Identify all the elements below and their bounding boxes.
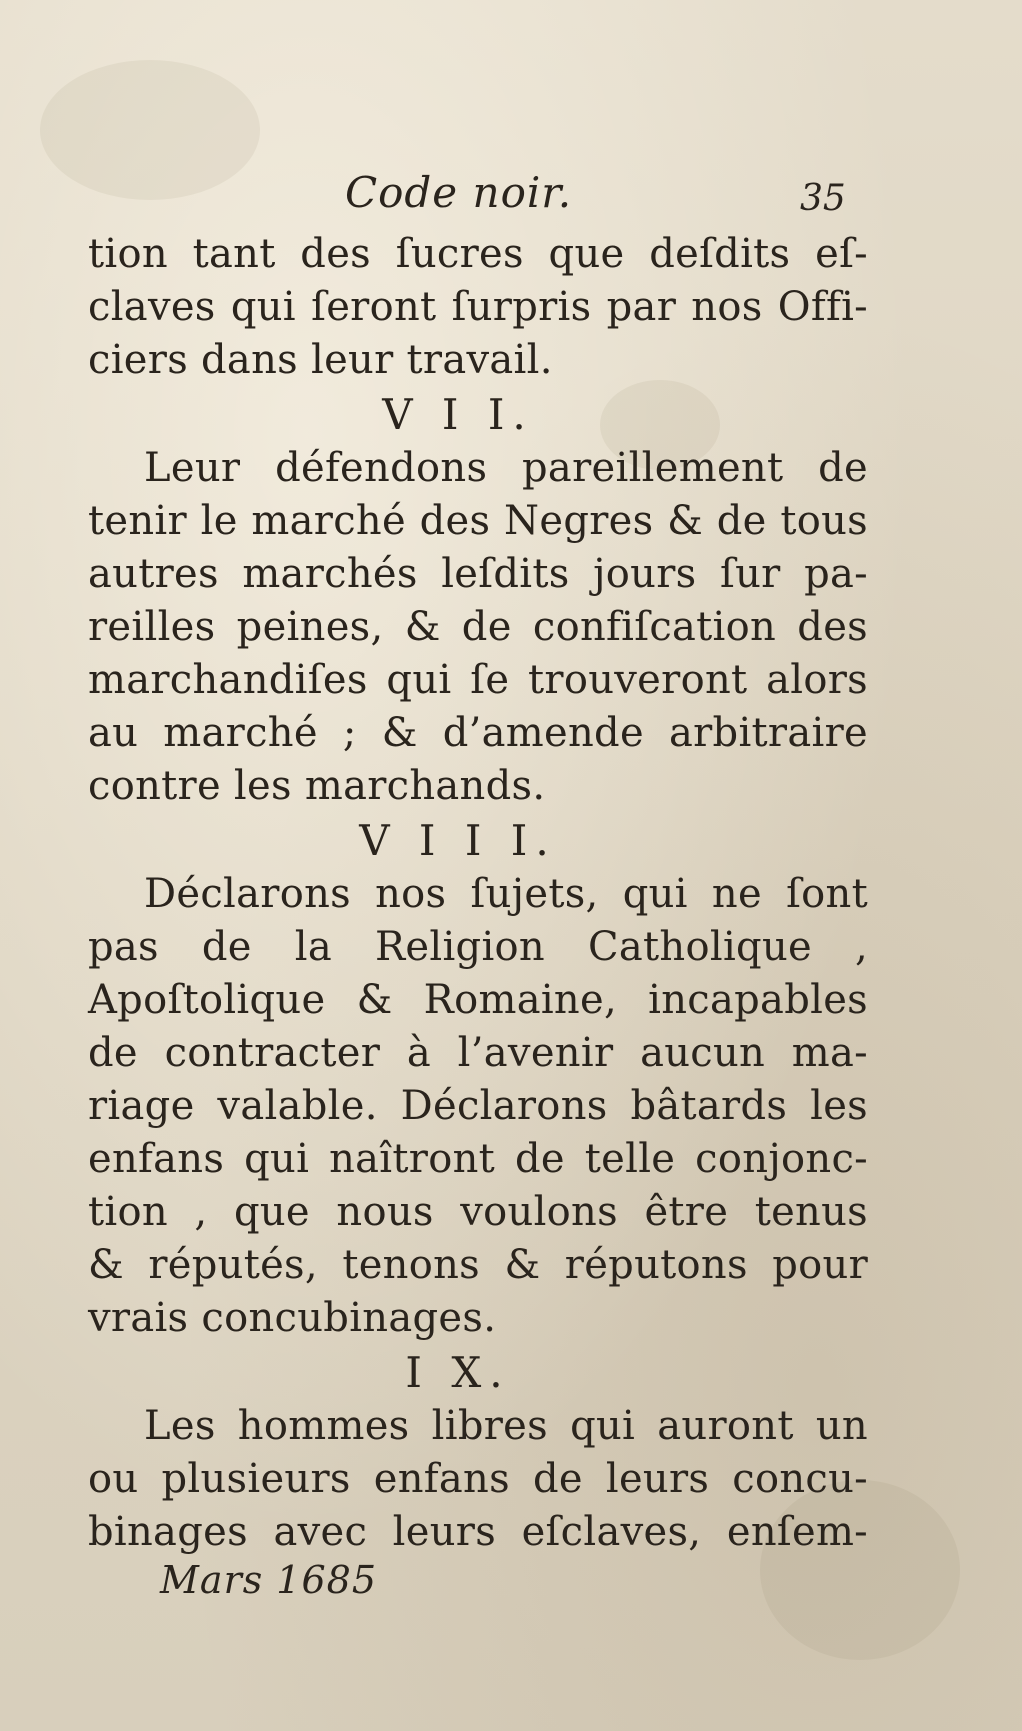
text-line: ciers dans leur travail.	[88, 337, 553, 383]
text-line: contre les marchands.	[88, 763, 546, 809]
text-line: Leur défendons pareillement de	[144, 445, 868, 491]
text-line: vrais concubinages.	[88, 1295, 497, 1341]
article-heading: V I I.	[382, 390, 534, 439]
article-heading: V I I I.	[359, 816, 557, 865]
text-line: & réputés, tenons & réputons pour	[88, 1242, 868, 1288]
text-line: tion tant des ſucres que deſdits eſ-	[88, 231, 868, 277]
text-line: riage valable. Déclarons bâtards les	[88, 1083, 868, 1129]
article-heading: I X.	[405, 1348, 511, 1397]
text-line: Déclarons nos ſujets, qui ne ſont	[144, 871, 868, 917]
text-line: tion , que nous voulons être tenus	[88, 1189, 868, 1235]
text-line: binages avec leurs eſclaves, enſem-	[88, 1509, 868, 1555]
text-line: Apoſtolique & Romaine, incapables	[88, 977, 868, 1023]
signature-line: Mars 1685	[160, 1558, 378, 1602]
text-line: Les hommes libres qui auront un	[144, 1403, 868, 1449]
text-line: au marché ; & d’amende arbitraire	[88, 710, 868, 756]
body-text	[88, 228, 868, 1559]
text-line: marchandiſes qui ſe trouveront alors	[88, 657, 868, 703]
text-line: autres marchés leſdits jours ſur pa-	[88, 551, 868, 597]
text-line: enfans qui naîtront de telle conjonc-	[88, 1136, 868, 1182]
text-line: claves qui ſeront ſurpris par nos Offi-	[88, 284, 868, 330]
text-line: tenir le marché des Negres & de tous	[88, 498, 868, 544]
paper-stain	[40, 60, 260, 200]
text-line: de contracter à l’avenir aucun ma-	[88, 1030, 868, 1076]
page-number: 35	[800, 178, 846, 219]
running-head: Code noir.	[345, 168, 573, 217]
text-line: reilles peines, & de confiſcation des	[88, 604, 868, 650]
text-line: pas de la Religion Catholique ,	[88, 924, 868, 970]
text-line: ou plusieurs enfans de leurs concu-	[88, 1456, 868, 1502]
